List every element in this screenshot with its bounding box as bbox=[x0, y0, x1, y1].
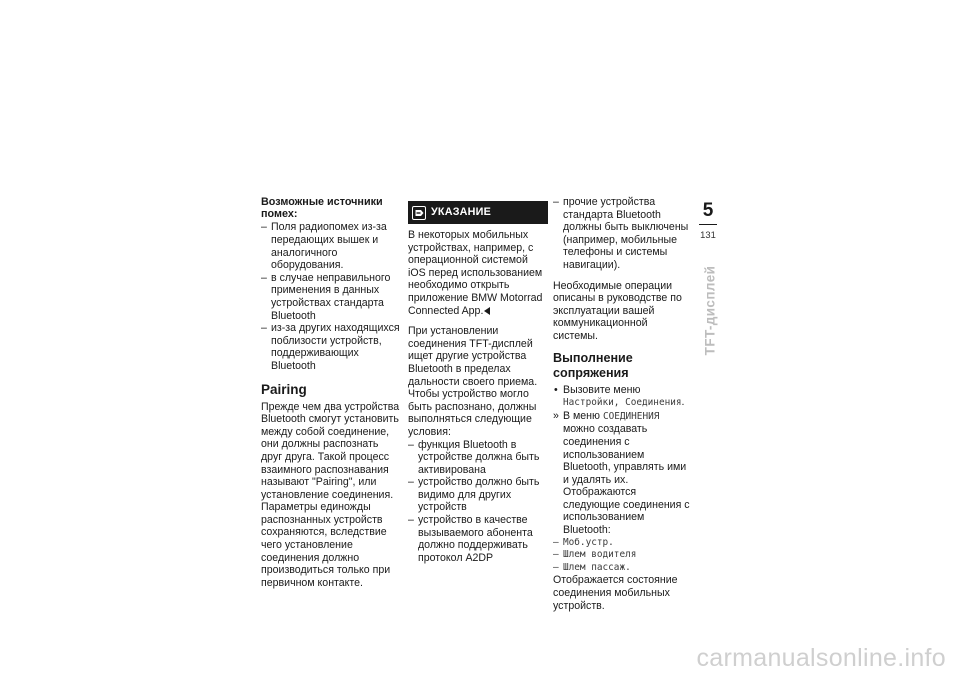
heading-interference-sources: Возможные источники помех: bbox=[261, 196, 383, 221]
connection-item: – Моб.устр. bbox=[553, 537, 694, 550]
list-item: – прочие устройства стандарта Bluetooth должны быть выключены (например, мобильные телефоны и системы навигации). bbox=[553, 196, 694, 272]
connection-item: – Шлем водителя bbox=[553, 549, 694, 562]
list-item: – функция Bluetooth в устройстве должна быть активирована bbox=[408, 439, 548, 477]
end-mark-icon bbox=[484, 307, 490, 315]
watermark: carmanualsonline.info bbox=[696, 644, 946, 672]
menu-path: Настройки, Соединения bbox=[563, 397, 682, 409]
chapter-number: 5 bbox=[702, 200, 714, 221]
chapter-divider bbox=[699, 224, 717, 225]
connection-intro: При установлении соединения TFT-дисплей ищет другие устройства Bluetooth в пределах дальности своего приема. Чтобы устройство могло быть распознано, должны выполняться следующие условия: bbox=[408, 325, 538, 438]
step-text-end: . bbox=[681, 396, 685, 409]
note-paragraph bbox=[408, 229, 548, 317]
pairing-paragraph: Прежде чем два устройства Bluetooth смогут установить между собой соединение, они должны распознать друг друга. Такой процесс взаимного распознавания называют "Pairing", или установление соединения. Параметры единожды распознанных устройств сохраняются, вследствие чего установление соединения должно производиться только при первичном контакте. bbox=[261, 400, 400, 589]
text-column-1 bbox=[261, 196, 401, 589]
step-result bbox=[553, 410, 694, 537]
page-number: 131 bbox=[700, 229, 716, 240]
list-item: – из-за других находящихся поблизости устройств, поддерживающих Bluetooth bbox=[261, 322, 401, 372]
list-item: – Поля радиопомех из-за передающих вышек и аналогичного оборудования. bbox=[261, 221, 401, 271]
note-text: В некоторых мобильных устройствах, например, с операционной системой iOS перед использованием необходимо открыть приложение BMW Motorrad Connected App. bbox=[408, 229, 543, 317]
list-item: – в случае неправильного применения в данных устройствах стандарта Bluetooth bbox=[261, 272, 401, 322]
text-column-2 bbox=[408, 196, 548, 564]
text-column-3 bbox=[553, 196, 694, 612]
menu-name: СОЕДИНЕНИЯ bbox=[602, 410, 660, 422]
step-call-menu bbox=[553, 384, 694, 410]
list-item: – устройство в качестве вызываемого абонента должно поддерживать протокол A2DP bbox=[408, 514, 548, 564]
step-text-end: можно создавать соединения с использованием Bluetooth, управлять ими и удалять их. Отображаются следующие соединения с использованием Bluetooth: bbox=[563, 423, 690, 537]
connection-item: – Шлем пассаж. bbox=[553, 562, 694, 575]
list-item: – устройство должно быть видимо для других устройств bbox=[408, 476, 548, 514]
note-header bbox=[408, 201, 548, 224]
chapter-title-vertical: TFT-дисплей bbox=[702, 265, 718, 356]
operations-paragraph: Необходимые операции описаны в руководстве по эксплуатации вашей коммуникационной системы. bbox=[553, 279, 682, 342]
status-paragraph: Отображается состояние соединения мобильных устройств. bbox=[553, 574, 678, 612]
heading-pairing: Pairing bbox=[261, 381, 307, 397]
note-icon bbox=[412, 206, 426, 220]
step-text: Вызовите меню bbox=[563, 383, 641, 396]
step-text: В меню bbox=[563, 409, 600, 422]
heading-perform-pairing: Выполнение сопряжения bbox=[553, 350, 633, 380]
note-label: УКАЗАНИЕ bbox=[431, 206, 492, 219]
